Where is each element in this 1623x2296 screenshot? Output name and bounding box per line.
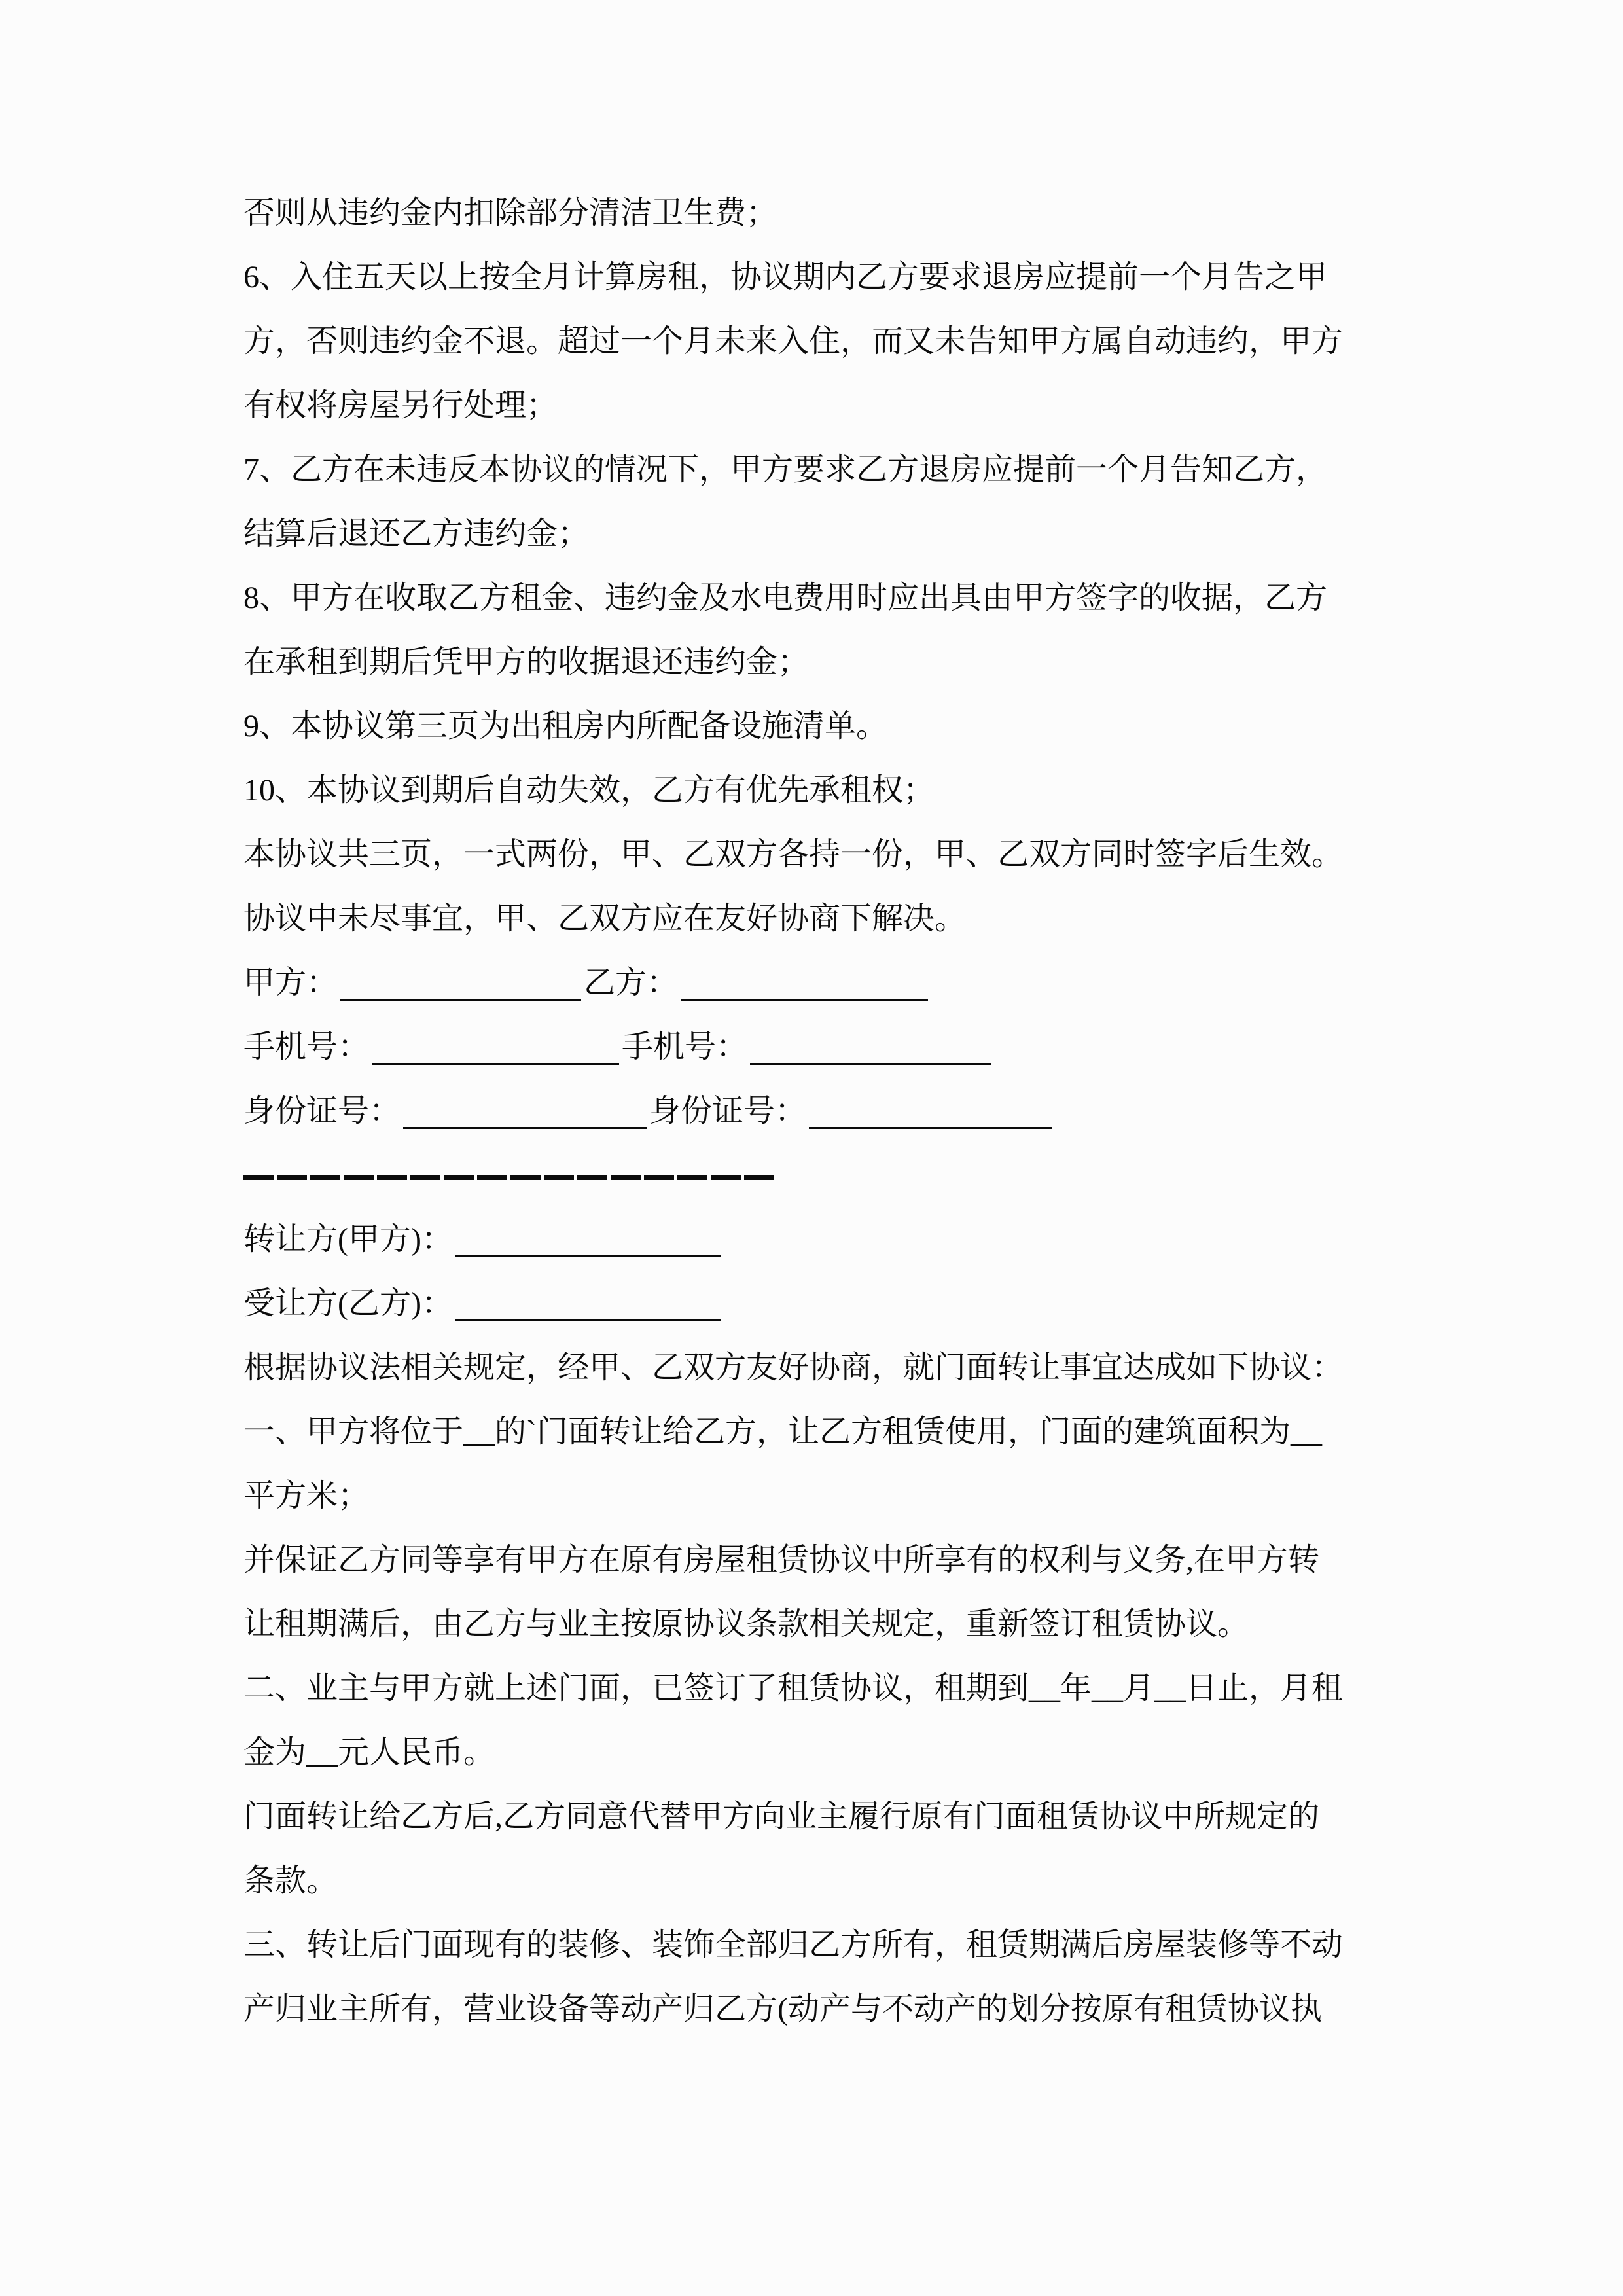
doc-text: 转让方(甲方)： [243, 1222, 453, 1257]
doc-text: 协议中未尽事宜，甲、乙双方应在友好协商下解决。 [243, 901, 967, 936]
doc-text: 结算后退还乙方违约金； [243, 516, 590, 551]
doc-text: 有权将房屋另行处理； [243, 388, 558, 423]
doc-text: 金为__元人民币。 [243, 1735, 495, 1770]
doc-text: 三、转让后门面现有的装修、装饰全部归乙方所有，租赁期满后房屋装修等不动 [243, 1928, 1344, 1962]
doc-line [243, 181, 1407, 245]
doc-line [243, 1528, 1407, 1592]
doc-line [243, 502, 1407, 566]
doc-text: 受让方(乙方)： [243, 1286, 453, 1321]
doc-line [243, 1592, 1407, 1657]
doc-text: 让租期满后，由乙方与业主按原协议条款相关规定，重新签订租赁协议。 [243, 1607, 1249, 1641]
doc-line [243, 1208, 1407, 1272]
blank-underline-field [340, 991, 581, 1001]
doc-text: 手机号： [243, 1030, 370, 1064]
doc-line [243, 1849, 1407, 1913]
doc-text: 本协议共三页，一式两份，甲、乙双方各持一份，甲、乙双方同时签字后生效。 [243, 837, 1344, 872]
doc-text: 一、甲方将位于__的`门面转让给乙方，让乙方租赁使用，门面的建筑面积为__ [243, 1414, 1322, 1449]
doc-line [243, 245, 1407, 310]
doc-line [243, 566, 1407, 630]
doc-text: 6、入住五天以上按全月计算房租，协议期内乙方要求退房应提前一个月告之甲 [243, 260, 1328, 295]
blank-underline-field [403, 1119, 647, 1129]
doc-text: 9、本协议第三页为出租房内所配备设施清单。 [243, 709, 888, 744]
doc-line [243, 1913, 1407, 1977]
doc-line [243, 438, 1407, 502]
doc-text: 身份证号： [649, 1094, 807, 1128]
doc-text: 方，否则违约金不退。超过一个月未来入住，而又未告知甲方属自动违约，甲方 [243, 324, 1344, 359]
blank-underline-field [809, 1119, 1052, 1129]
blank-underline-field [455, 1247, 721, 1257]
doc-line [243, 1015, 1407, 1079]
doc-line [243, 630, 1407, 694]
doc-line [243, 1336, 1407, 1400]
blank-underline-field [681, 991, 928, 1001]
doc-line [243, 887, 1407, 951]
doc-line [243, 1657, 1407, 1721]
doc-text: 否则从违约金内扣除部分清洁卫生费； [243, 196, 778, 230]
blank-underline-field [750, 1055, 991, 1065]
doc-line [243, 694, 1407, 759]
doc-text: 7、乙方在未违反本协议的情况下，甲方要求乙方退房应提前一个月告知乙方， [243, 452, 1328, 487]
doc-line [243, 310, 1407, 374]
doc-line [243, 759, 1407, 823]
doc-text: 产归业主所有，营业设备等动产归乙方(动产与不动产的划分按原有租赁协议执 [243, 1992, 1322, 2026]
doc-text: 手机号： [622, 1030, 748, 1064]
doc-line [243, 1400, 1407, 1464]
doc-text: 门面转让给乙方后,乙方同意代替甲方向业主履行原有门面租赁协议中所规定的 [243, 1799, 1320, 1834]
doc-line [243, 1785, 1407, 1849]
doc-line [243, 1721, 1407, 1785]
doc-text: 条款。 [243, 1863, 338, 1898]
doc-line [243, 823, 1407, 887]
doc-text: 并保证乙方同等享有甲方在原有房屋租赁协议中所享有的权利与义务,在甲方转 [243, 1543, 1320, 1577]
doc-text: 10、本协议到期后自动失效，乙方有优先承租权； [243, 773, 935, 808]
doc-text: 根据协议法相关规定，经甲、乙双方友好协商，就门面转让事宜达成如下协议： [243, 1350, 1344, 1385]
doc-line [243, 1464, 1407, 1528]
doc-line [243, 1079, 1407, 1143]
doc-line [243, 374, 1407, 438]
doc-line [243, 1143, 1407, 1208]
doc-line [243, 951, 1407, 1015]
dash-separator [243, 1175, 774, 1180]
blank-underline-field [455, 1312, 721, 1321]
doc-text: 平方米； [243, 1479, 370, 1513]
doc-text: 身份证号： [243, 1094, 401, 1128]
doc-line [243, 1977, 1407, 2041]
doc-line [243, 1272, 1407, 1336]
doc-text: 8、甲方在收取乙方租金、违约金及水电费用时应出具由甲方签字的收据，乙方 [243, 581, 1328, 615]
doc-text: 乙方： [584, 965, 679, 1000]
doc-text: 二、业主与甲方就上述门面，已签订了租赁协议，租期到__年__月__日止，月租 [243, 1671, 1344, 1706]
doc-text: 甲方： [243, 965, 338, 1000]
doc-text: 在承租到期后凭甲方的收据退还违约金； [243, 645, 810, 679]
blank-underline-field [372, 1055, 619, 1065]
